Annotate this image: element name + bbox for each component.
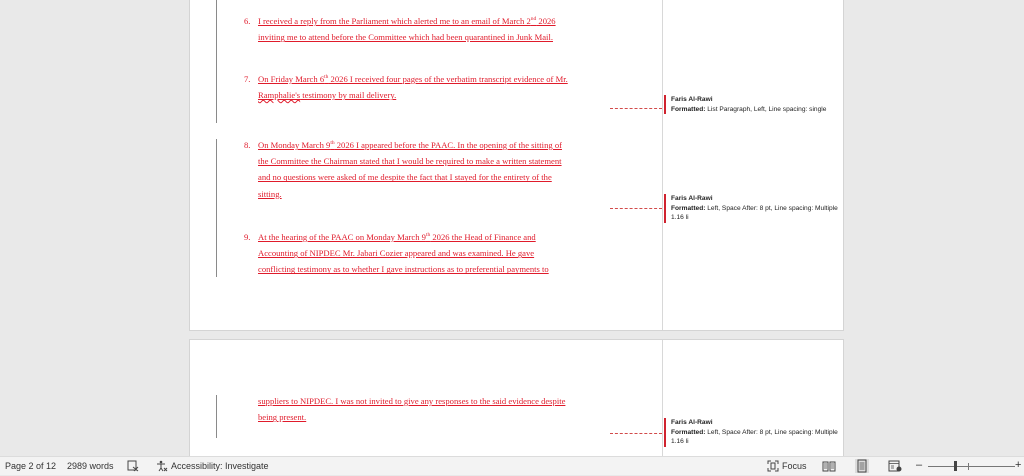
- text-line: being present.: [258, 412, 307, 423]
- accessibility-status[interactable]: Accessibility: Investigate: [171, 461, 269, 471]
- web-layout-icon[interactable]: [888, 459, 902, 473]
- change-bar: [216, 395, 217, 438]
- status-bar: [0, 456, 1024, 475]
- text-line: and no questions were asked of me despite the fact that I stayed for the entirety of the: [258, 172, 552, 183]
- markup-area-divider: [662, 0, 663, 330]
- comment-connector: [610, 108, 662, 109]
- focus-icon[interactable]: [767, 460, 779, 472]
- print-layout-icon[interactable]: [855, 459, 869, 473]
- list-number: 6.: [244, 16, 251, 26]
- list-number: 9.: [244, 232, 251, 242]
- spelling-flag[interactable]: Ramphalie's: [258, 90, 301, 101]
- comment-connector: [610, 208, 662, 209]
- text-line: Accounting of NIPDEC Mr. Jabari Cozier appeared and was examined. He gave: [258, 248, 535, 259]
- paragraph-7[interactable]: [244, 71, 607, 103]
- paragraph-9[interactable]: [244, 229, 607, 278]
- read-mode-icon[interactable]: [822, 459, 836, 473]
- proofing-icon[interactable]: [127, 460, 139, 472]
- paragraph-8[interactable]: [244, 137, 607, 202]
- list-number: 7.: [244, 74, 251, 84]
- zoom-100-tick: [968, 463, 969, 470]
- text-line: inviting me to attend before the Committee which had been quarantined in Junk Mail.: [258, 32, 553, 43]
- list-number: 8.: [244, 140, 251, 150]
- zoom-in-button[interactable]: +: [1015, 459, 1022, 471]
- document-page[interactable]: [189, 339, 844, 456]
- comment-author: Faris Al-Rawi: [671, 419, 713, 426]
- paragraph-9-continued[interactable]: [258, 393, 607, 425]
- text-line: sitting.: [258, 188, 282, 199]
- text-line: Ramphalie's testimony by mail delivery.: [258, 90, 397, 101]
- change-bar: [216, 139, 217, 277]
- text-line: conflicting testimony as to whether I gave instructions as to preferential payments to: [258, 264, 549, 275]
- accessibility-icon[interactable]: [156, 460, 168, 472]
- paragraph-6[interactable]: [244, 13, 607, 45]
- word-count[interactable]: 2989 words: [67, 461, 114, 471]
- text-line: I received a reply from the Parliament which alerted me to an email of March 2nd 2026: [258, 16, 556, 26]
- document-page[interactable]: [189, 0, 844, 331]
- page-count[interactable]: Page 2 of 12: [5, 461, 57, 471]
- comment-author: Faris Al-Rawi: [671, 96, 713, 103]
- text-line: At the hearing of the PAAC on Monday March 9th 2026 the Head of Finance and: [258, 232, 536, 242]
- zoom-slider[interactable]: [928, 466, 1015, 467]
- comment-balloon[interactable]: Faris Al-Rawi Formatted: List Paragraph, Left, Line spacing: single: [664, 95, 841, 114]
- text-line: On Monday March 9th 2026 I appeared before the PAAC. In the opening of the sitting of: [258, 140, 562, 150]
- text-line: suppliers to NIPDEC. I was not invited to give any responses to the said evidence despite: [258, 396, 566, 406]
- comment-balloon[interactable]: Faris Al-Rawi Formatted: Left, Space After: 8 pt, Line spacing: Multiple 1.16 li: [664, 418, 841, 447]
- comment-balloon[interactable]: Faris Al-Rawi Formatted: Left, Space After: 8 pt, Line spacing: Multiple 1.16 li: [664, 194, 841, 223]
- change-bar: [216, 0, 217, 123]
- markup-area-divider: [662, 340, 663, 456]
- comment-connector: [610, 433, 662, 434]
- text-line: On Friday March 6th 2026 I received four pages of the verbatim transcript evidence of Mr.: [258, 74, 568, 84]
- zoom-out-button[interactable]: –: [916, 459, 923, 471]
- focus-button[interactable]: Focus: [782, 461, 807, 471]
- text-line: the Committee the Chairman stated that I would be required to make a written statement: [258, 156, 562, 167]
- zoom-slider-thumb[interactable]: [954, 461, 957, 471]
- comment-author: Faris Al-Rawi: [671, 195, 713, 202]
